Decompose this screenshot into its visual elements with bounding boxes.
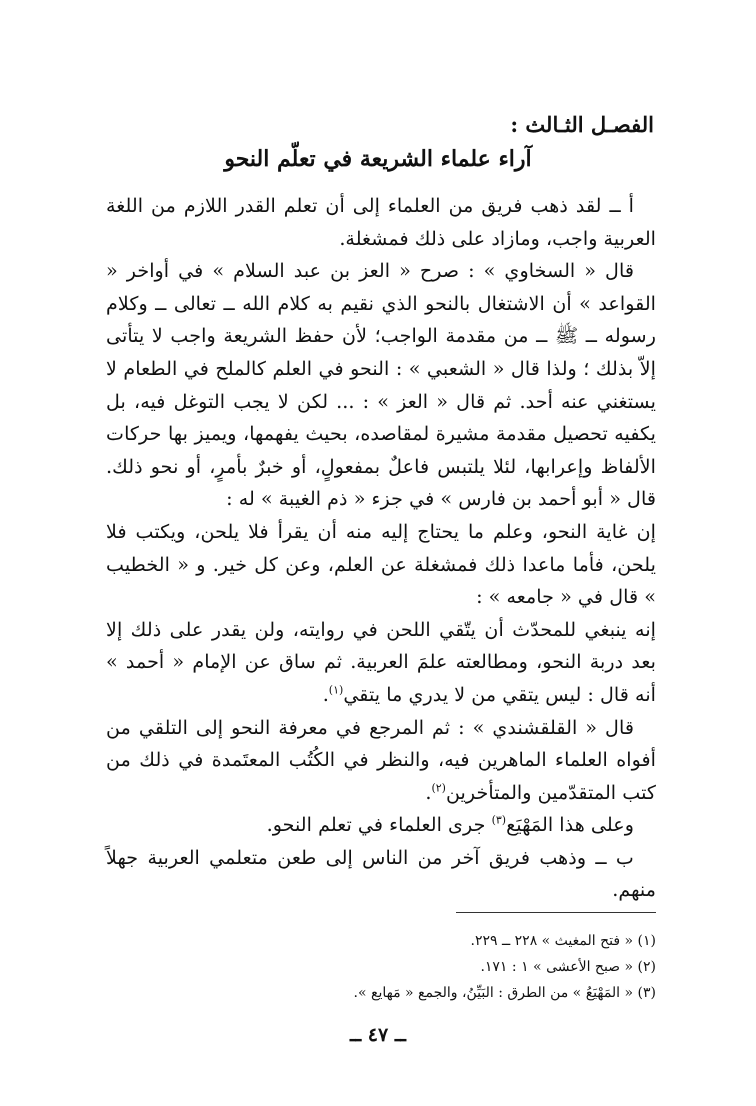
footnotes	[106, 928, 656, 1006]
paragraph: قال « السخاوي » : صرح « العز بن عبد السلام » في أواخر « القواعد » أن الاشتغال بالنحو الذي نقيم به كلام الله ــ تعالى ــ وكلام رسوله ــ ﷺ ــ من مقدمة الواجب؛ لأن حفظ الشريعة واجب لا يتأتى إلاّ بذلك ؛ ولذا قال « الشعبي » : النحو في العلم كالملح في الطعام لا يستغني عنه أحد. ثم قال « العز » : ... لكن لا يجب التوغل فيه، بل يكفيه تحصيل مقدمة مشيرة لمقاصده، بحيث يفهمها، ويميز بها حركات الألفاظ وإعرابها، لئلا يلتبس فاعلٌ بمفعولٍ، أو خبرٌ بأمرٍ، أو نحو ذلك. قال « أبو أحمد بن فارس » في جزء « ذم الغيبة » له :	[106, 259, 656, 511]
footnote-ref: (١)	[328, 683, 344, 697]
footnote-ref: (٣)	[491, 813, 507, 827]
paragraph: ب ــ وذهب فريق آخر من الناس إلى طعن متعلمي العربية جهلاً منهم.	[106, 845, 656, 902]
chapter-label: الفصـل الثـالث :	[510, 112, 654, 137]
paragraph: أ ــ لقد ذهب فريق من العلماء إلى أن تعلم القدر اللازم من اللغة العربية واجب، ومازاد على ذلك فمشغلة.	[106, 194, 656, 250]
footnote-divider	[456, 912, 656, 913]
body-text	[106, 190, 656, 907]
footnote: (٢) « صبح الأعشى » ١ : ١٧١.	[480, 959, 656, 975]
footnote-ref: (٢)	[431, 781, 446, 795]
page-number: ــ ٤٧ ــ	[350, 1024, 406, 1046]
footnote: (٣) « المَهْيَعُ » من الطرق : البَيِّنُ، والجمع « مَهايع ».	[353, 985, 656, 1001]
paragraph: قال « القلقشندي » : ثم المرجع في معرفة النحو إلى التلقي من أفواه العلماء الماهرين فيه، والنظر في الكُتُب المعتَمدة في ذلك من كتب المتقدّمين والمتأخرين$^{(٢)}$.	[106, 715, 656, 804]
footnote: (١) « فتح المغيث » ٢٢٨ ــ ٢٢٩.	[470, 933, 656, 949]
paragraph: إنه ينبغي للمحدّث أن يتّقي اللحن في روايته، ولن يقدر على ذلك إلا بعد دربة النحو، ومطالعته علمَ العربية. ثم ساق عن الإمام « أحمد » أنه قال : ليس يتقي من لا يدري ما يتقي$^{(١)}$.	[106, 617, 656, 706]
paragraph: وعلى هذا المَهْيَع$^{(٣)}$ جرى العلماء في تعلم النحو.	[266, 813, 634, 837]
section-title: آراء علماء الشريعة في تعلّم النحو	[224, 146, 532, 172]
paragraph: إن غاية النحو، وعلم ما يحتاج إليه منه أن يقرأ فلا يلحن، ويكتب فلا يلحن، فأما ماعدا ذلك فمشغلة عن العلم، وعن كل خير. و « الخطيب » قال في « جامعه » :	[106, 519, 656, 609]
